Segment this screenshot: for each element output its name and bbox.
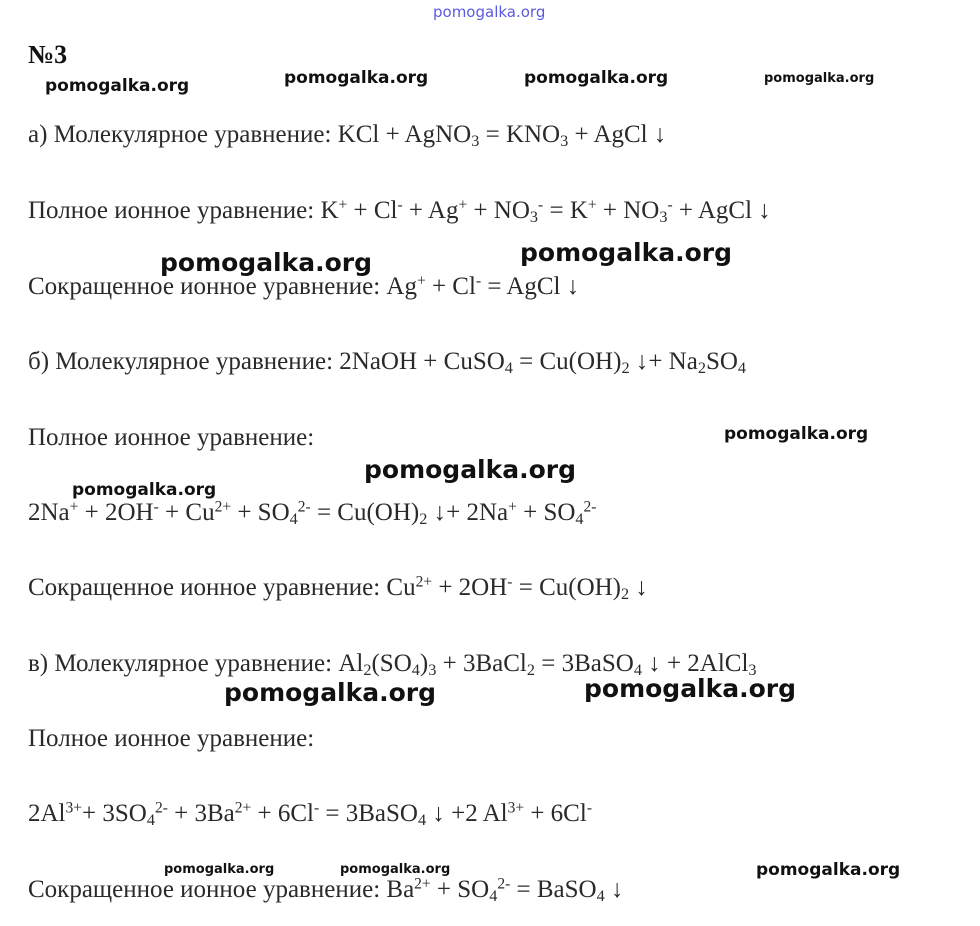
watermark: pomogalka.org (160, 248, 373, 277)
formula-c-full: $2Al^{3+}+ 3SO_4^{2-} + 3Ba^{2+} + 6Cl^-$ = 3BaSO$_4$ ↓ +2 $Al^{3+} + 6Cl^-$ (28, 799, 592, 830)
label-c-molecular: в) Молекулярное уравнение: (28, 650, 333, 677)
formula-b-molecular: 2NaOH + CuSO$_4$ = $Cu(OH)_2$ ↓+ $Na_2SO_4$ (339, 348, 747, 378)
watermark: pomogalka.org (524, 68, 669, 88)
watermark: pomogalka.org (72, 480, 217, 500)
watermark: pomogalka.org (724, 424, 869, 444)
watermark: pomogalka.org (520, 238, 733, 267)
watermark: pomogalka.org (45, 76, 190, 96)
watermark: pomogalka.org (284, 68, 429, 88)
label-c-short: Сокращенное ионное уравнение: (28, 876, 381, 903)
label-c-full: Полное ионное уравнение: (28, 725, 315, 752)
equation-a-full-ionic (28, 196, 771, 226)
equation-b-molecular (28, 347, 746, 377)
equation-c-short-ionic (28, 875, 623, 905)
watermark: pomogalka.org (756, 860, 901, 880)
label-a-short: Сокращенное ионное уравнение: (28, 273, 381, 300)
equation-a-short-ionic (28, 272, 579, 302)
watermark: pomogalka.org (764, 71, 875, 86)
label-a-full: Полное ионное уравнение: (28, 197, 315, 224)
formula-b-full: $2Na^+ + 2OH^- + Cu^{2+} + SO_4^{2-} = Cu(OH)_2$ ↓+ $2Na^+ + SO_4^{2-}$ (28, 498, 597, 529)
label-b-short: Сокращенное ионное уравнение: (28, 574, 381, 601)
watermark: pomogalka.org (340, 862, 451, 877)
label-a-molecular: а) Молекулярное уравнение: (28, 121, 332, 148)
watermark: pomogalka.org (164, 862, 275, 877)
formula-c-short: $Ba^{2+} + SO_4^{2-}$ = BaSO$_4$ ↓ (386, 875, 624, 906)
watermark: pomogalka.org (224, 678, 437, 707)
equation-a-molecular (28, 120, 666, 150)
task-number: №3 (28, 40, 68, 69)
formula-a-short: Ag+ + Cl- = AgCl ↓ (386, 272, 580, 300)
formula-a-full: $K^+ + Cl^- + Ag^+ + NO_3^- = K^+ + NO_3^-$ + AgCl ↓ (320, 196, 771, 227)
formula-b-short: $Cu^{2+} + 2OH^- = Cu(OH)_2$ ↓ (386, 573, 648, 604)
watermark: pomogalka.org (584, 674, 797, 703)
formula-a-molecular: KCl + AgNO$_3$ = $KNO_3$ + AgCl ↓ (337, 121, 667, 151)
label-b-molecular: б) Молекулярное уравнение: (28, 348, 334, 375)
formula-c-molecular: $Al_2(SO_4)_3$ + 3BaCl$_2$ = 3BaSO$_4$ ↓ + 2AlCl$_3$ (338, 650, 757, 680)
watermark: pomogalka.org (364, 455, 577, 484)
label-b-full: Полное ионное уравнение: (28, 424, 315, 451)
equation-b-short-ionic (28, 573, 648, 603)
site-link-top[interactable]: pomogalka.org (433, 3, 546, 21)
